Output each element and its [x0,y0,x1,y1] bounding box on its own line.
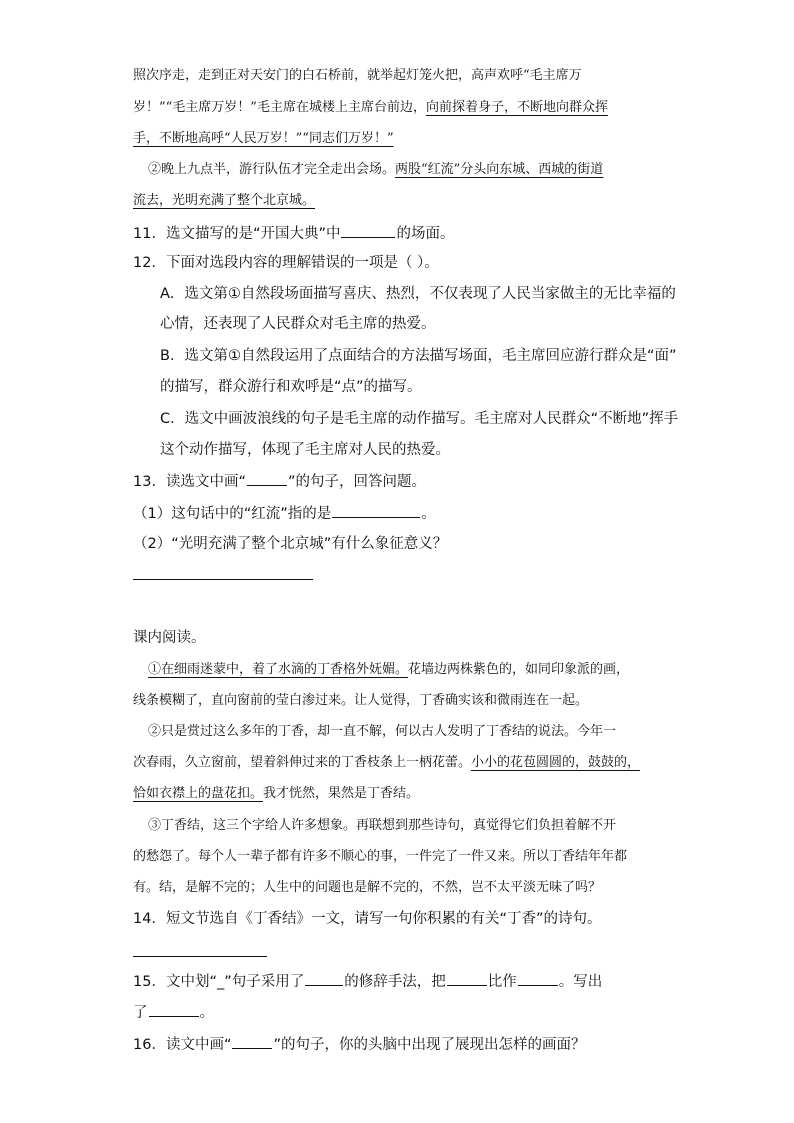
passage2-para3-line2: 的愁怨了。每个人一辈子都有许多不顺心的事，一件完了一件又来。所以丁香结年年都 [133,849,628,864]
q12-option-c-line2: 这个动作描写，体现了毛主席对人民的热爱。 [160,442,450,458]
q13-underline-mark [247,471,287,486]
section-title: 课内阅读。 [133,630,206,646]
q12-option-c-line1: C．选文中画波浪线的句子是毛主席的动作描写。毛主席对人民群众“不断地”挥手 [160,411,679,427]
q13-1-answer-blank[interactable] [332,503,420,518]
q11-text-end: 的场面。 [396,226,455,242]
q11-answer-blank[interactable] [341,223,395,238]
underlined-sentence-bud: 小小的花苞圆圆的，鼓鼓的， [471,755,641,770]
underlined-red-stream-sentence: 两股“红流”分头向东城、西城的街道 [395,162,604,177]
q15-rhetoric-blank[interactable] [305,971,343,986]
passage1-line3 [133,129,394,149]
q15-text: 。 [199,1005,214,1021]
q15-object-blank[interactable] [518,971,558,986]
q13-1-text: （1）这句话中的“红流”指的是 [133,506,332,522]
underlined-sentence-bud-end: 恰如衣襟上的盘花扣。 [133,786,264,801]
passage1-line1: 照次序走，走到正对天安门的白石桥前，就举起灯笼火把，高声欢呼“毛主席万 [133,68,582,83]
passage2-text: 次春雨，久立窗前，望着斜伸过来的丁香枝条上一柄花蕾。 [133,755,472,770]
passage2-para1-line2: 线条模糊了，直向窗前的莹白渗过来。让人觉得，丁香确实该和微雨连在一起。 [133,693,589,708]
passage2-para2-line2 [133,753,640,773]
q15-text: 比作 [487,974,517,990]
underlined-red-stream-sentence-end: 流去，光明充满了整个北京城。 [133,193,316,208]
q16-text: 16．读文中画“ [133,1037,232,1053]
passage2-para3-line1: ③丁香结，这三个字给人许多想象。再联想到那些诗句，真觉得它们负担着解不开 [148,818,617,833]
passage1-para2-line1 [148,160,603,180]
underlined-sentence: 向前探着身子，不断地向群众挥 [425,100,608,115]
passage1-line2 [133,98,608,118]
passage1-line2-text: 岁！”“毛主席万岁！”毛主席在城楼上主席台前边， [133,100,426,115]
question-11 [133,223,454,244]
question-12-stem: 12．下面对选段内容的理解错误的一项是（ ）。 [133,255,439,271]
passage2-text: 花墙边两株紫色的，如同印象派的画， [408,662,630,677]
q16-underline-mark [232,1034,272,1049]
q12-option-a-line1: A．选文第①自然段场面描写喜庆、热烈，不仅表现了人民当家做主的无比幸福的 [160,286,676,302]
q12-option-b-line2: 的描写，群众游行和欢呼是“点”的描写。 [160,379,422,395]
question-15-line2 [133,1002,214,1023]
q13-text: 13．读选文中画“ [133,474,246,490]
passage2-text: 我才恍然，果然是丁香结。 [263,786,420,801]
q15-text: 15．文中划“ [133,974,217,990]
q15-subject-blank[interactable] [447,971,487,986]
q13-text-end: ”的句子，回答问题。 [287,474,426,490]
passage2-para1-line1 [148,660,629,680]
question-13 [133,471,426,492]
q15-text: 了 [133,1005,148,1021]
q15-text: 的修辞手法，把 [344,974,446,990]
para2-text: ②晚上九点半，游行队伍才完全走出会场。 [148,162,396,177]
q13-2-answer-line[interactable] [133,579,313,580]
q12-option-b-line1: B．选文第①自然段运用了点面结合的方法描写场面，毛主席回应游行群众是“面” [160,348,677,364]
q12-option-a-line2: 心情，还表现了人民群众对毛主席的热爱。 [160,316,436,332]
passage1-para2-line2 [133,191,315,211]
q15-write-blank[interactable] [149,1002,199,1017]
question-16 [133,1034,585,1055]
q13-1-text-end: 。 [421,506,436,522]
q13-subquestion-2: （2）“光明充满了整个北京城”有什么象征意义？ [133,536,448,552]
question-14: 14．短文节选自《丁香结》一文，请写一句你积累的有关“丁香”的诗句。 [133,911,602,927]
q15-text: ”句子采用了 [224,974,305,990]
underlined-sentence-end: 手，不断地高呼“人民万岁！”“同志们万岁！” [133,131,394,146]
q16-text-end: ”的句子，你的头脑中出现了展现出怎样的画面？ [273,1037,586,1053]
q15-mark: _ [216,974,225,990]
passage2-para2-line3 [133,784,419,804]
q13-subquestion-1 [133,503,436,524]
q11-text: 11．选文描写的是“开国大典”中 [133,226,341,242]
q14-answer-line[interactable] [133,956,267,957]
question-15 [133,971,602,992]
underlined-sentence-lilac: ①在细雨迷蒙中，着了水滴的丁香格外妩媚。 [148,662,409,677]
q15-text: 。写出 [558,974,603,990]
passage2-para2-line1: ②只是赏过这么多年的丁香，却一直不解，何以古人发明了丁香结的说法。今年一 [148,724,617,739]
passage2-para3-line3: 有。结，是解不完的；人生中的问题也是解不完的，不然，岂不太平淡无味了吗？ [133,880,602,895]
